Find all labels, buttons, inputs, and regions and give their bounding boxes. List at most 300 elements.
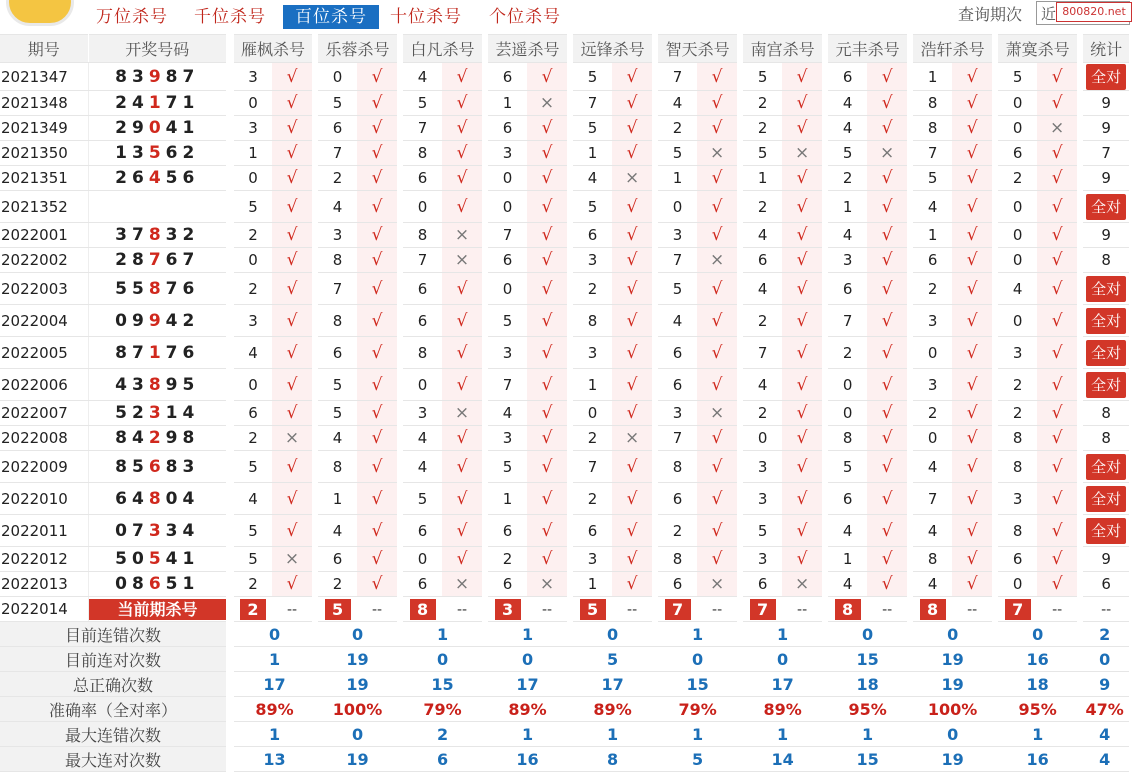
pending-dash: --: [456, 602, 468, 618]
draw-number-cell: [88, 166, 230, 191]
result-cell: [867, 273, 910, 305]
check-icon: √: [456, 310, 468, 331]
result-cell: [442, 369, 485, 401]
result-cell: [782, 141, 825, 166]
draw-digit: 4: [115, 374, 132, 395]
tab-1[interactable]: 万位杀号: [96, 7, 168, 27]
period-cell: 2021352: [0, 191, 88, 223]
draw-number-cell: [88, 426, 230, 451]
cross-icon: ×: [454, 403, 470, 423]
period-cell: 2021351: [0, 166, 88, 191]
result-cell: [952, 451, 995, 483]
kill-number-cell: 6: [995, 141, 1037, 166]
kill-number-cell: 4: [825, 116, 867, 141]
header-expert-6: 智天杀号: [655, 35, 740, 63]
kill-number-cell: 2: [740, 116, 782, 141]
check-icon: √: [1051, 456, 1063, 477]
kill-number-cell: 8: [655, 547, 697, 572]
draw-digit: 3: [165, 520, 183, 541]
check-icon: √: [371, 428, 383, 448]
kill-number-cell: 5: [485, 305, 527, 337]
kill-number-cell: 6: [740, 248, 782, 273]
table-row: [0, 63, 1129, 91]
check-icon: √: [286, 488, 298, 509]
kill-number-cell: 5: [315, 401, 357, 426]
check-icon: √: [371, 310, 383, 331]
check-icon: √: [626, 520, 638, 541]
result-cell: [697, 572, 740, 597]
result-cell: [612, 401, 655, 426]
check-icon: √: [1051, 225, 1063, 245]
kill-number-cell: 4: [655, 305, 697, 337]
result-cell: [1037, 116, 1080, 141]
check-icon: √: [626, 225, 638, 245]
draw-digit: 1: [148, 93, 166, 113]
pending-dash: --: [882, 602, 893, 618]
check-icon: √: [966, 196, 978, 217]
kill-number-cell: 5: [740, 141, 782, 166]
summary-value: 0: [825, 622, 910, 647]
check-icon: √: [796, 403, 808, 423]
result-cell: [952, 547, 995, 572]
draw-digit: 5: [148, 549, 166, 569]
kill-number-cell: 7: [655, 248, 697, 273]
kill-number-cell: 4: [400, 426, 442, 451]
current-kill-number: 5: [580, 599, 606, 620]
current-result-cell: [782, 597, 825, 622]
result-cell: [782, 426, 825, 451]
check-icon: √: [456, 342, 468, 363]
kill-number-cell: 0: [400, 369, 442, 401]
stat-cell: [1080, 305, 1129, 337]
period-cell: 2022013: [0, 572, 88, 597]
kill-number-cell: 0: [230, 369, 272, 401]
check-icon: √: [881, 342, 893, 363]
summary-label: 最大连错次数: [0, 722, 230, 747]
kill-number-cell: 1: [485, 91, 527, 116]
summary-value: 0: [400, 647, 485, 672]
draw-digit: 2: [115, 168, 132, 188]
header-expert-9: 浩轩杀号: [910, 35, 995, 63]
summary-value: 0: [910, 622, 995, 647]
kill-number-cell: 0: [570, 401, 612, 426]
check-icon: √: [796, 225, 808, 245]
kill-number-cell: 5: [230, 191, 272, 223]
result-cell: [1037, 191, 1080, 223]
table-row: [0, 572, 1129, 597]
check-icon: √: [966, 93, 978, 113]
cross-icon: ×: [454, 225, 470, 245]
kill-number-cell: 3: [825, 248, 867, 273]
check-icon: √: [881, 118, 893, 138]
result-cell: [442, 515, 485, 547]
kill-number-cell: 5: [995, 63, 1037, 91]
draw-digit: 7: [165, 278, 183, 299]
result-cell: [697, 248, 740, 273]
cross-icon: ×: [709, 250, 725, 270]
stat-cell: [1080, 515, 1129, 547]
check-icon: √: [711, 520, 723, 541]
tab-3[interactable]: 百位杀号: [283, 5, 379, 29]
check-icon: √: [796, 374, 808, 395]
summary-value: 15: [400, 672, 485, 697]
draw-digit: 6: [148, 574, 166, 594]
all-correct-badge: 全对: [1086, 518, 1126, 544]
draw-digit: 5: [115, 403, 132, 423]
kill-number-cell: 4: [400, 63, 442, 91]
draw-number-cell: [88, 451, 230, 483]
result-cell: [612, 116, 655, 141]
draw-digit: 8: [182, 428, 200, 448]
result-cell: [952, 337, 995, 369]
result-cell: [442, 191, 485, 223]
kill-number-cell: 2: [740, 401, 782, 426]
cross-icon: ×: [284, 549, 300, 569]
query-period-select[interactable]: 近: [1036, 1, 1130, 25]
check-icon: √: [1051, 250, 1063, 270]
stat-cell: [1080, 572, 1129, 597]
result-cell: [272, 572, 315, 597]
check-icon: √: [456, 456, 468, 477]
draw-digit: 7: [148, 250, 166, 270]
check-icon: √: [1051, 520, 1063, 541]
result-cell: [1037, 483, 1080, 515]
summary-value: 8: [570, 747, 655, 772]
result-cell: [357, 483, 400, 515]
kill-number-cell: 0: [230, 91, 272, 116]
stat-cell: [1080, 223, 1129, 248]
kill-number-cell: 2: [740, 191, 782, 223]
current-kill-number: 7: [750, 599, 776, 620]
summary-value: 0: [570, 622, 655, 647]
check-icon: √: [711, 118, 723, 138]
result-cell: [612, 337, 655, 369]
draw-digit: 7: [165, 342, 183, 363]
check-icon: √: [371, 143, 383, 163]
kill-number-cell: 6: [825, 483, 867, 515]
result-cell: [867, 141, 910, 166]
check-icon: √: [626, 403, 638, 423]
result-cell: [272, 141, 315, 166]
result-cell: [442, 223, 485, 248]
table-row: [0, 273, 1129, 305]
check-icon: √: [626, 66, 638, 87]
check-icon: √: [286, 310, 298, 331]
pending-dash: --: [1052, 602, 1063, 618]
stat-cell: [1080, 547, 1129, 572]
check-icon: √: [796, 93, 808, 113]
check-icon: √: [796, 66, 808, 87]
summary-row: [0, 647, 1129, 672]
cross-icon: ×: [284, 428, 300, 448]
kill-number-cell: 2: [485, 547, 527, 572]
kill-number-cell: 3: [315, 223, 357, 248]
kill-number-cell: 6: [315, 547, 357, 572]
summary-value: 2: [400, 722, 485, 747]
result-cell: [357, 515, 400, 547]
summary-value: 1: [995, 722, 1080, 747]
result-cell: [782, 305, 825, 337]
kill-number-cell: 4: [315, 426, 357, 451]
draw-digit: 8: [131, 574, 149, 594]
check-icon: √: [711, 342, 723, 363]
check-icon: √: [966, 374, 978, 395]
kill-number-cell: 2: [315, 572, 357, 597]
check-icon: √: [626, 118, 638, 138]
kill-number-cell: 2: [230, 426, 272, 451]
summary-value: 100%: [910, 697, 995, 722]
pending-dash: --: [286, 602, 298, 618]
check-icon: √: [456, 549, 468, 569]
period-cell: 2021350: [0, 141, 88, 166]
result-cell: [1037, 305, 1080, 337]
kill-number-cell: 4: [655, 91, 697, 116]
result-cell: [442, 305, 485, 337]
draw-digit: 8: [115, 456, 132, 477]
current-kill-cell: [400, 597, 442, 622]
check-icon: √: [966, 250, 978, 270]
result-cell: [272, 166, 315, 191]
result-cell: [952, 166, 995, 191]
check-icon: √: [966, 143, 978, 163]
kill-number-cell: 8: [910, 116, 952, 141]
kill-number-cell: 3: [740, 547, 782, 572]
kill-number-cell: 0: [910, 337, 952, 369]
kill-number-cell: 0: [230, 166, 272, 191]
pending-dash: --: [542, 602, 553, 618]
result-cell: [527, 369, 570, 401]
table-row: [0, 305, 1129, 337]
result-cell: [782, 572, 825, 597]
check-icon: √: [881, 574, 893, 594]
result-cell: [697, 401, 740, 426]
check-icon: √: [711, 66, 723, 87]
check-icon: √: [711, 278, 723, 299]
draw-number-cell: [88, 572, 230, 597]
result-cell: [867, 337, 910, 369]
period-cell: 2021349: [0, 116, 88, 141]
all-correct-badge: 全对: [1086, 194, 1126, 220]
table-row: [0, 191, 1129, 223]
result-cell: [867, 191, 910, 223]
check-icon: √: [371, 168, 383, 188]
check-icon: √: [286, 574, 298, 594]
kill-number-cell: 6: [655, 369, 697, 401]
check-icon: √: [626, 342, 638, 363]
draw-digit: 9: [148, 310, 166, 331]
result-cell: [272, 223, 315, 248]
draw-digit: 5: [165, 168, 183, 188]
result-cell: [357, 401, 400, 426]
check-icon: √: [1051, 488, 1063, 509]
period-cell: 2022010: [0, 483, 88, 515]
tab-4[interactable]: 十位杀号: [390, 7, 462, 27]
kill-number-cell: 6: [400, 166, 442, 191]
kill-number-cell: 6: [485, 515, 527, 547]
result-cell: [357, 305, 400, 337]
check-icon: √: [881, 196, 893, 217]
summary-value: 1: [485, 722, 570, 747]
period-cell: 2021348: [0, 91, 88, 116]
current-result-cell: [1037, 597, 1080, 622]
kill-number-cell: 3: [570, 337, 612, 369]
check-icon: √: [286, 196, 298, 217]
check-icon: √: [796, 549, 808, 569]
check-icon: √: [371, 118, 383, 138]
result-cell: [527, 401, 570, 426]
kill-number-cell: 4: [825, 515, 867, 547]
result-cell: [272, 305, 315, 337]
kill-number-cell: 1: [570, 141, 612, 166]
check-icon: √: [456, 66, 468, 87]
check-icon: √: [371, 66, 383, 87]
summary-value: 89%: [740, 697, 825, 722]
result-cell: [1037, 248, 1080, 273]
all-correct-badge: 全对: [1086, 64, 1126, 90]
summary-value: 17: [230, 672, 315, 697]
kill-number-cell: 8: [825, 426, 867, 451]
summary-value: 17: [485, 672, 570, 697]
draw-digit: 3: [131, 66, 149, 87]
current-kill-cell: [315, 597, 357, 622]
result-cell: [867, 401, 910, 426]
check-icon: √: [711, 374, 723, 395]
check-icon: √: [286, 403, 298, 423]
result-cell: [357, 191, 400, 223]
check-icon: √: [286, 93, 298, 113]
summary-value: 0: [910, 722, 995, 747]
result-cell: [952, 572, 995, 597]
kill-number-cell: 8: [315, 248, 357, 273]
result-cell: [357, 337, 400, 369]
draw-digit: 3: [182, 456, 200, 477]
stat-cell: [1080, 63, 1129, 91]
kill-number-cell: 8: [400, 223, 442, 248]
summary-value: 5: [655, 747, 740, 772]
draw-digit: 1: [182, 93, 200, 113]
kill-number-cell: 6: [315, 116, 357, 141]
result-cell: [612, 191, 655, 223]
kill-number-cell: 8: [315, 305, 357, 337]
result-cell: [527, 191, 570, 223]
draw-number-cell: [88, 116, 230, 141]
check-icon: √: [966, 520, 978, 541]
result-cell: [952, 515, 995, 547]
summary-stat: 4: [1080, 747, 1129, 772]
draw-digit: 1: [182, 549, 200, 569]
check-icon: √: [796, 310, 808, 331]
kill-number-cell: 3: [740, 483, 782, 515]
kill-number-cell: 3: [485, 426, 527, 451]
kill-number-cell: 4: [485, 401, 527, 426]
kill-number-cell: 0: [655, 191, 697, 223]
cross-icon: ×: [539, 93, 555, 113]
check-icon: √: [371, 93, 383, 113]
kill-number-cell: 6: [400, 273, 442, 305]
result-cell: [612, 166, 655, 191]
check-icon: √: [881, 225, 893, 245]
result-cell: [442, 166, 485, 191]
check-icon: √: [966, 574, 978, 594]
check-icon: √: [626, 549, 638, 569]
kill-number-cell: 4: [910, 451, 952, 483]
cross-icon: ×: [794, 574, 810, 594]
check-icon: √: [1051, 93, 1063, 113]
kill-number-cell: 0: [995, 248, 1037, 273]
result-cell: [1037, 451, 1080, 483]
kill-number-cell: 5: [315, 369, 357, 401]
kill-number-cell: 1: [825, 547, 867, 572]
pending-dash: --: [1101, 602, 1112, 618]
period-cell: 2022007: [0, 401, 88, 426]
draw-digit: 3: [148, 403, 166, 423]
result-cell: [442, 248, 485, 273]
summary-value: 100%: [315, 697, 400, 722]
summary-value: 1: [740, 622, 825, 647]
result-cell: [697, 63, 740, 91]
check-icon: √: [966, 225, 978, 245]
draw-digit: 2: [131, 403, 149, 423]
check-icon: √: [711, 428, 723, 448]
kill-number-cell: 1: [910, 63, 952, 91]
current-kill-button[interactable]: 当前期杀号: [89, 599, 227, 620]
result-cell: [527, 451, 570, 483]
check-icon: √: [1051, 428, 1063, 448]
current-kill-cell: [655, 597, 697, 622]
result-cell: [697, 547, 740, 572]
cross-icon: ×: [624, 168, 640, 188]
draw-digit: 6: [165, 143, 183, 163]
tab-2[interactable]: 千位杀号: [194, 7, 266, 27]
result-cell: [527, 547, 570, 572]
draw-number-cell: [88, 248, 230, 273]
summary-stat: 9: [1080, 672, 1129, 697]
current-result-cell: [952, 597, 995, 622]
current-stat-cell: [1080, 597, 1129, 622]
kill-number-cell: 6: [910, 248, 952, 273]
check-icon: √: [966, 549, 978, 569]
current-kill-cell: [910, 597, 952, 622]
check-icon: √: [286, 374, 298, 395]
draw-number-cell: [88, 483, 230, 515]
result-cell: [1037, 337, 1080, 369]
check-icon: √: [1051, 310, 1063, 331]
kill-number-cell: 2: [910, 401, 952, 426]
result-cell: [867, 166, 910, 191]
summary-value: 16: [995, 747, 1080, 772]
check-icon: √: [541, 250, 553, 270]
result-cell: [952, 483, 995, 515]
current-kill-cell: [485, 597, 527, 622]
result-cell: [357, 369, 400, 401]
result-cell: [272, 369, 315, 401]
stat-cell: [1080, 191, 1129, 223]
kill-number-cell: 6: [570, 223, 612, 248]
cross-icon: ×: [1050, 118, 1065, 138]
result-cell: [272, 451, 315, 483]
stat-count: 9: [1101, 226, 1111, 244]
check-icon: √: [796, 250, 808, 270]
tab-5[interactable]: 个位杀号: [489, 7, 561, 27]
draw-digit: 1: [115, 143, 132, 163]
kill-number-cell: 6: [485, 572, 527, 597]
summary-stat: 47%: [1080, 697, 1129, 722]
current-result-cell: [272, 597, 315, 622]
kill-number-cell: 7: [315, 273, 357, 305]
stat-cell: [1080, 369, 1129, 401]
kill-number-cell: 0: [400, 547, 442, 572]
table-row: [0, 116, 1129, 141]
